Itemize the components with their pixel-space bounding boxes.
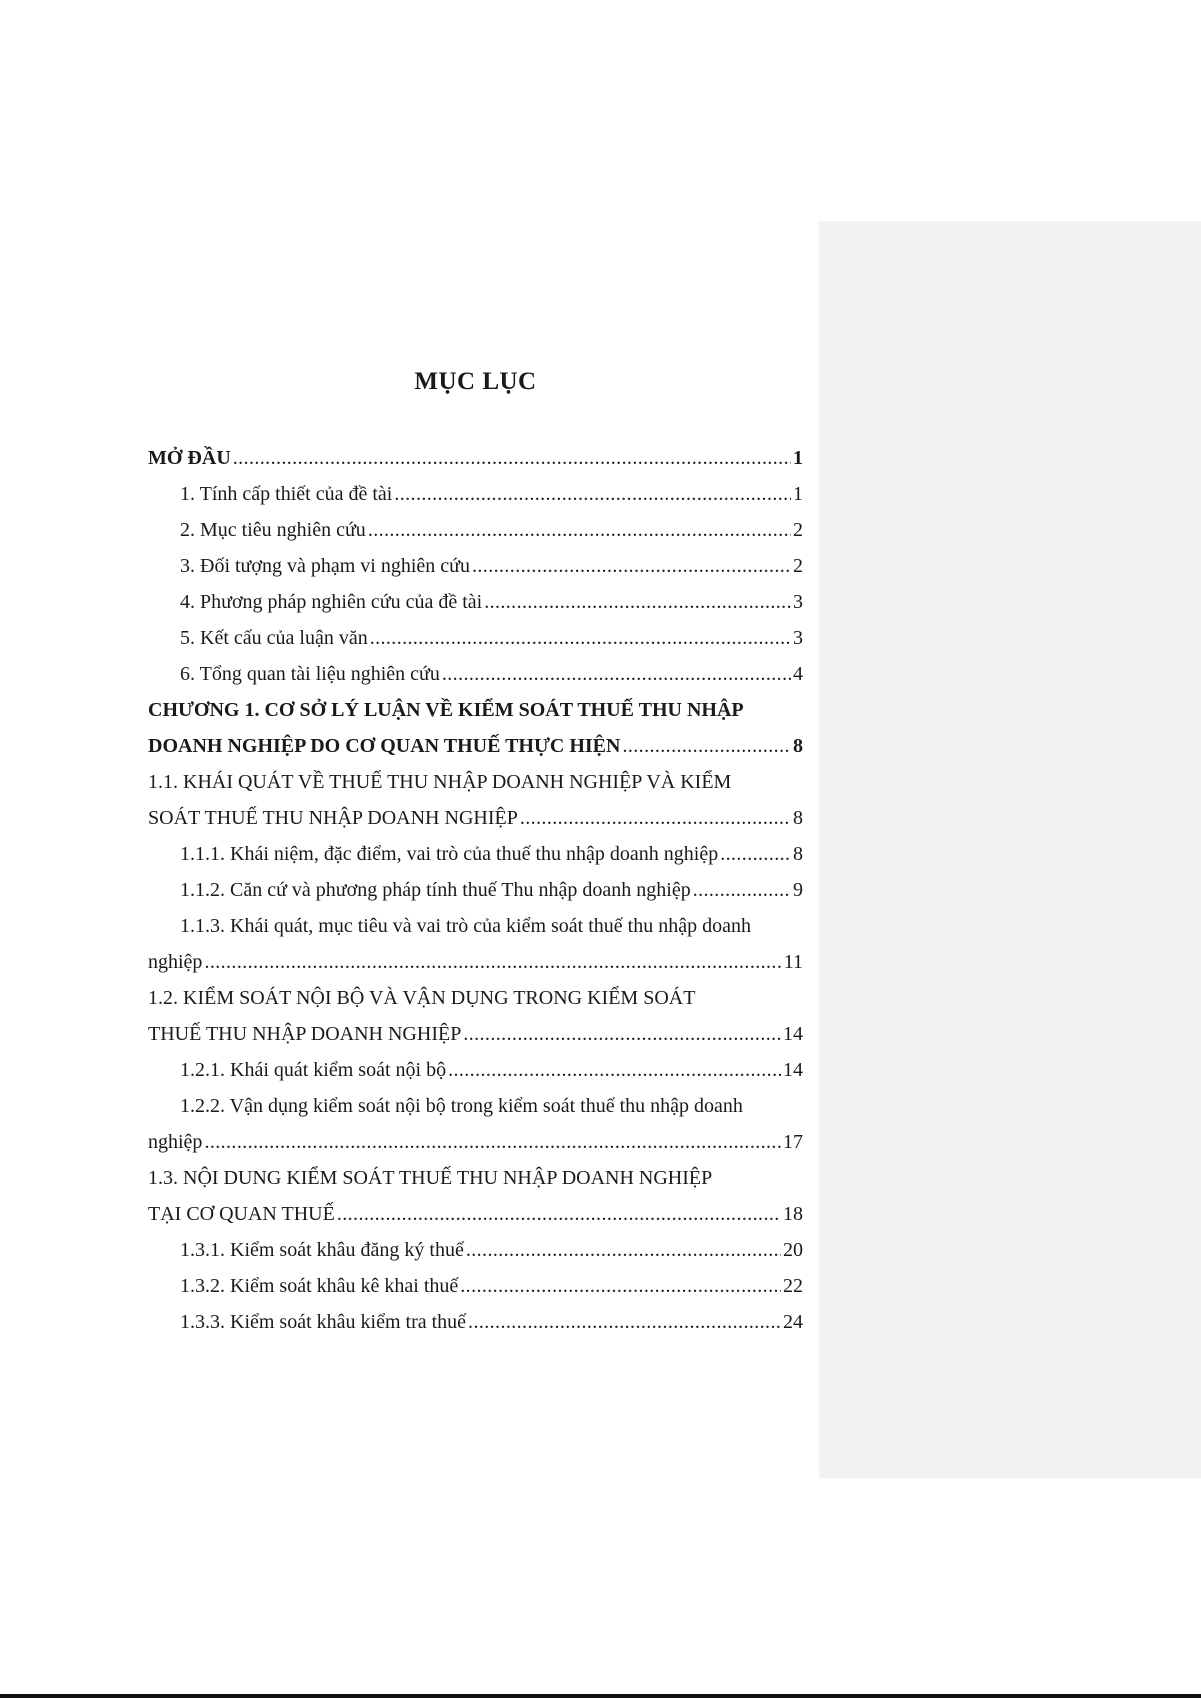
toc-page-number: 2 bbox=[793, 519, 803, 541]
toc-page-number: 17 bbox=[783, 1131, 803, 1153]
toc-entry-text: 1.3.3. Kiểm soát khâu kiểm tra thuế bbox=[180, 1311, 467, 1333]
toc-entry-text: 1.3.2. Kiểm soát khâu kê khai thuế bbox=[180, 1275, 459, 1297]
toc-entry-text: nghiệp bbox=[148, 1131, 203, 1153]
toc-entry-1-2-2[interactable] bbox=[148, 1124, 803, 1160]
dot-leader bbox=[368, 512, 791, 548]
toc-entry[interactable] bbox=[148, 584, 803, 620]
toc-page-number: 14 bbox=[783, 1059, 803, 1081]
dot-leader bbox=[233, 440, 791, 476]
toc-entry-1-2-1[interactable] bbox=[148, 1052, 803, 1088]
toc-page-number: 3 bbox=[793, 627, 803, 649]
toc-entry-1-3-1[interactable] bbox=[148, 1232, 803, 1268]
toc-entry-1-3[interactable] bbox=[148, 1196, 803, 1232]
dot-leader bbox=[394, 476, 791, 512]
toc-entry-chapter-1[interactable] bbox=[148, 728, 803, 764]
toc-entry-text: 1.3.1. Kiểm soát khâu đăng ký thuế bbox=[180, 1239, 464, 1261]
toc-entry-chapter-1-line1[interactable]: CHƯƠNG 1. CƠ SỞ LÝ LUẬN VỀ KIỂM SOÁT THUẾ THU NHẬP bbox=[148, 699, 744, 721]
toc-page-number: 11 bbox=[783, 951, 803, 973]
dot-leader bbox=[693, 872, 791, 908]
toc-entry-text: THUẾ THU NHẬP DOANH NGHIỆP bbox=[148, 1023, 462, 1045]
dot-leader bbox=[463, 1016, 781, 1052]
toc-entry-text: 1.1.2. Căn cứ và phương pháp tính thuế Thu nhập doanh nghiệp bbox=[180, 879, 691, 901]
toc-entry-text: 3. Đối tượng và phạm vi nghiên cứu bbox=[180, 555, 470, 577]
toc-entry-mo-dau[interactable] bbox=[148, 440, 803, 476]
toc-page-number: 20 bbox=[783, 1239, 803, 1261]
toc-entry-text: 1.1.1. Khái niệm, đặc điểm, vai trò của thuế thu nhập doanh nghiệp bbox=[180, 843, 719, 865]
toc-entry-text: 1.2.1. Khái quát kiểm soát nội bộ bbox=[180, 1059, 447, 1081]
toc-entry-1-3-line1[interactable]: 1.3. NỘI DUNG KIỂM SOÁT THUẾ THU NHẬP DOANH NGHIỆP bbox=[148, 1167, 713, 1189]
toc-entry-text: TẠI CƠ QUAN THUẾ bbox=[148, 1203, 335, 1225]
dot-leader bbox=[460, 1268, 781, 1304]
toc-entry[interactable] bbox=[148, 548, 803, 584]
toc-entry-1-1-line1[interactable]: 1.1. KHÁI QUÁT VỀ THUẾ THU NHẬP DOANH NGHIỆP VÀ KIỂM bbox=[148, 771, 732, 793]
toc-page-number: 4 bbox=[793, 663, 803, 685]
dot-leader bbox=[484, 584, 791, 620]
toc-entry-text: 5. Kết cấu của luận văn bbox=[180, 627, 368, 649]
toc-entry-1-1[interactable] bbox=[148, 800, 803, 836]
dot-leader bbox=[622, 728, 791, 764]
toc-page-number: 9 bbox=[793, 879, 803, 901]
toc-page-number: 1 bbox=[793, 483, 803, 505]
toc-title: MỤC LỤC bbox=[414, 368, 537, 395]
toc-entry[interactable] bbox=[148, 512, 803, 548]
comment-pane bbox=[819, 221, 1201, 1478]
toc-page-number: 8 bbox=[793, 807, 803, 829]
toc-page-number: 8 bbox=[793, 843, 803, 865]
toc-page-number: 3 bbox=[793, 591, 803, 613]
toc-page-number: 1 bbox=[793, 447, 803, 469]
toc-page-number: 2 bbox=[793, 555, 803, 577]
toc-entry-1-1-2[interactable] bbox=[148, 872, 803, 908]
toc-entry-1-3-2[interactable] bbox=[148, 1268, 803, 1304]
toc-entry-1-1-1[interactable] bbox=[148, 836, 803, 872]
bottom-rule bbox=[0, 1694, 1201, 1698]
toc-entry[interactable] bbox=[148, 476, 803, 512]
dot-leader bbox=[442, 656, 791, 692]
toc-entry-text: 6. Tổng quan tài liệu nghiên cứu bbox=[180, 663, 440, 685]
toc-page-number: 18 bbox=[783, 1203, 803, 1225]
toc-entry[interactable] bbox=[148, 656, 803, 692]
toc-entry-1-2-2-line1[interactable]: 1.2.2. Vận dụng kiểm soát nội bộ trong kiểm soát thuế thu nhập doanh bbox=[180, 1095, 743, 1117]
toc-entry-1-3-3[interactable] bbox=[148, 1304, 803, 1340]
toc-entry-text: nghiệp bbox=[148, 951, 203, 973]
toc-entry-text: 1. Tính cấp thiết của đề tài bbox=[180, 483, 393, 505]
toc-page-number: 24 bbox=[783, 1311, 803, 1333]
table-of-contents bbox=[148, 440, 803, 1340]
dot-leader bbox=[720, 836, 791, 872]
dot-leader bbox=[370, 620, 791, 656]
toc-entry-1-1-3-line1[interactable]: 1.1.3. Khái quát, mục tiêu và vai trò của kiểm soát thuế thu nhập doanh bbox=[180, 915, 751, 937]
toc-entry-text: SOÁT THUẾ THU NHẬP DOANH NGHIỆP bbox=[148, 807, 518, 829]
toc-entry-text: MỞ ĐẦU bbox=[148, 447, 231, 469]
toc-page-number: 14 bbox=[783, 1023, 803, 1045]
dot-leader bbox=[472, 548, 791, 584]
dot-leader bbox=[468, 1304, 781, 1340]
dot-leader bbox=[337, 1196, 781, 1232]
toc-entry[interactable] bbox=[148, 620, 803, 656]
toc-page-number: 22 bbox=[783, 1275, 803, 1297]
toc-entry-1-1-3[interactable] bbox=[148, 944, 803, 980]
toc-page-number: 8 bbox=[793, 735, 803, 757]
toc-entry-text: DOANH NGHIỆP DO CƠ QUAN THUẾ THỰC HIỆN bbox=[148, 735, 621, 757]
dot-leader bbox=[204, 1124, 781, 1160]
dot-leader bbox=[466, 1232, 781, 1268]
dot-leader bbox=[448, 1052, 781, 1088]
toc-entry-1-2[interactable] bbox=[148, 1016, 803, 1052]
toc-entry-text: 4. Phương pháp nghiên cứu của đề tài bbox=[180, 591, 483, 613]
dot-leader bbox=[520, 800, 791, 836]
toc-entry-text: 2. Mục tiêu nghiên cứu bbox=[180, 519, 366, 541]
dot-leader bbox=[204, 944, 781, 980]
toc-entry-1-2-line1[interactable]: 1.2. KIỂM SOÁT NỘI BỘ VÀ VẬN DỤNG TRONG KIỂM SOÁT bbox=[148, 987, 696, 1009]
